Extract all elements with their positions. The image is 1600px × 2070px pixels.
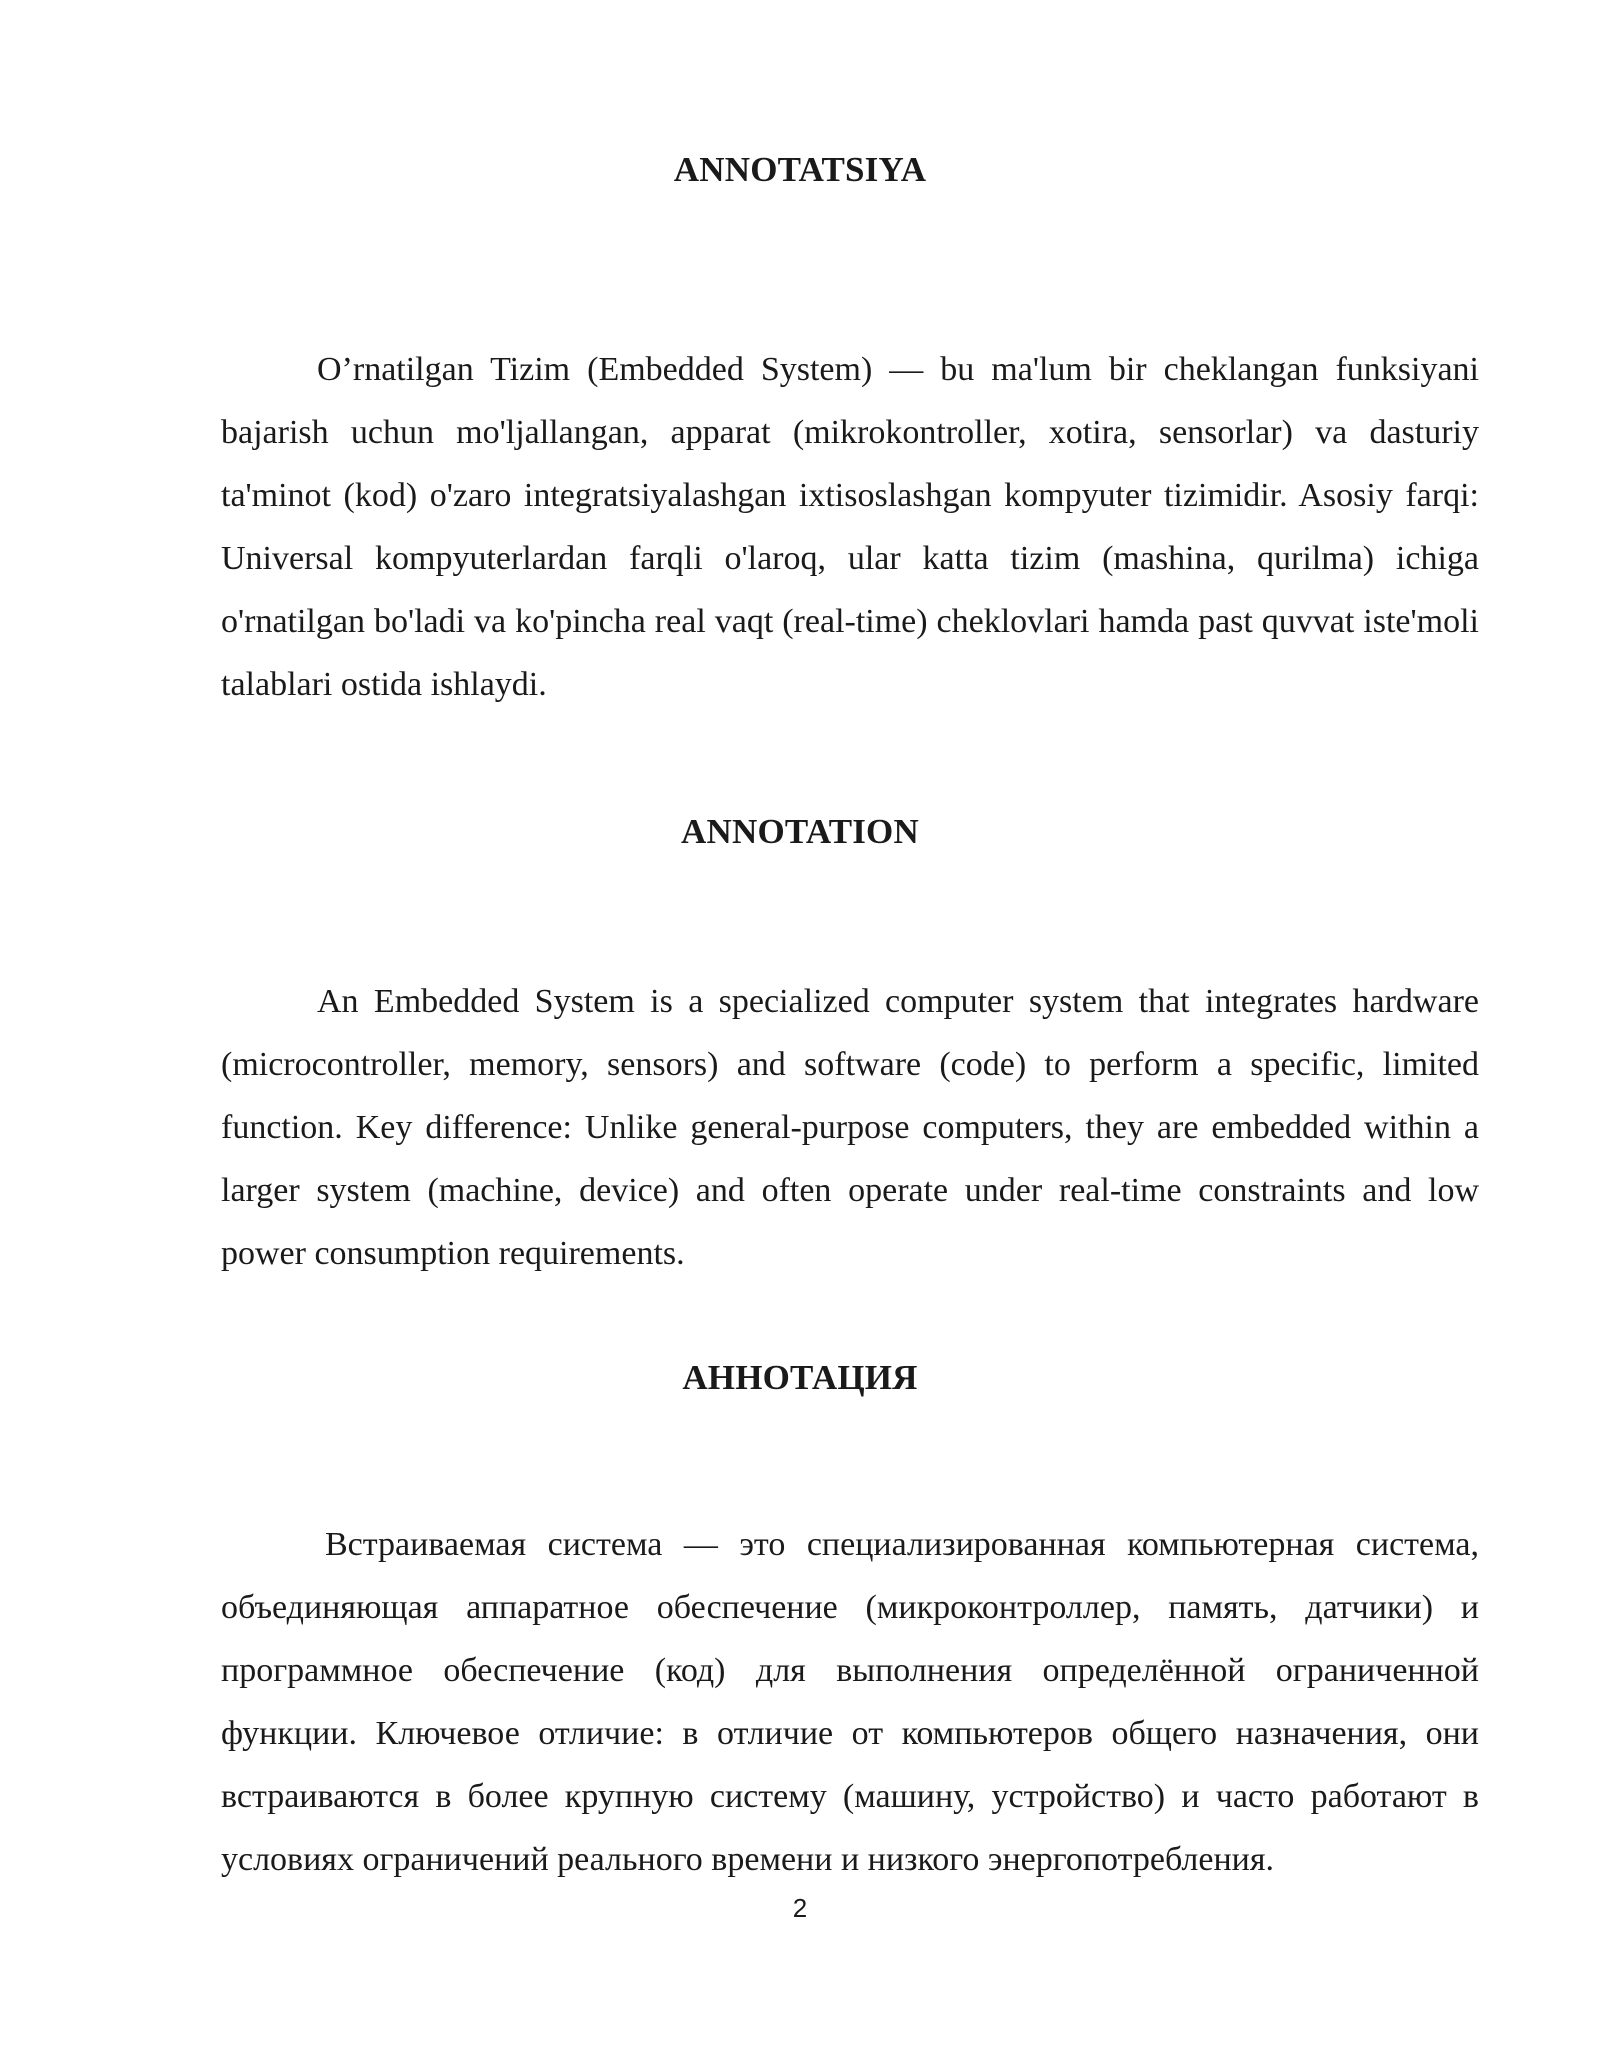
section-heading-russian: АННОТАЦИЯ (682, 1358, 918, 1397)
annotation-paragraph-russian: Встраиваемая система — это специализированная компьютерная система, объединяющая аппаратное обеспечение (микроконтроллер, память, датчики) и программное обеспечение (код) для выполнения определённой ограниченной функции. Ключевое отличие: в отличие от компьютеров общего назначения, они встраиваются в более крупную систему (машину, устройство) и часто работают в условиях ограничений реального времени и низкого энергопотребления. (221, 1526, 1479, 1878)
section-heading-english: ANNOTATION (681, 812, 919, 851)
page-number: 2 (792, 1893, 808, 1923)
annotation-paragraph-english: An Embedded System is a specialized computer system that integrates hardware (microcontroller, memory, sensors) and software (code) to perform a specific, limited function. Key difference: Unlike general-purpose computers, they are embedded within a larger system (machine, device) and often operate under real-time constraints and low power consumption requirements. (221, 983, 1479, 1272)
annotation-paragraph-uzbek: O’rnatilgan Tizim (Embedded System) — bu ma'lum bir cheklangan funksiyani bajarish uchun mo'ljallangan, apparat (mikrokontroller, xotira, sensorlar) va dasturiy ta'minot (kod) o'zaro integratsiyalashgan ixtisoslashgan kompyuter tizimidir. Asosiy farqi: Universal kompyuterlardan farqli o'laroq, ular katta tizim (mashina, qurilma) ichiga o'rnatilgan bo'ladi va ko'pincha real vaqt (real-time) cheklovlari hamda past quvvat iste'moli talablari ostida ishlaydi. (221, 351, 1479, 703)
section-heading-uzbek: ANNOTATSIYA (673, 150, 927, 189)
